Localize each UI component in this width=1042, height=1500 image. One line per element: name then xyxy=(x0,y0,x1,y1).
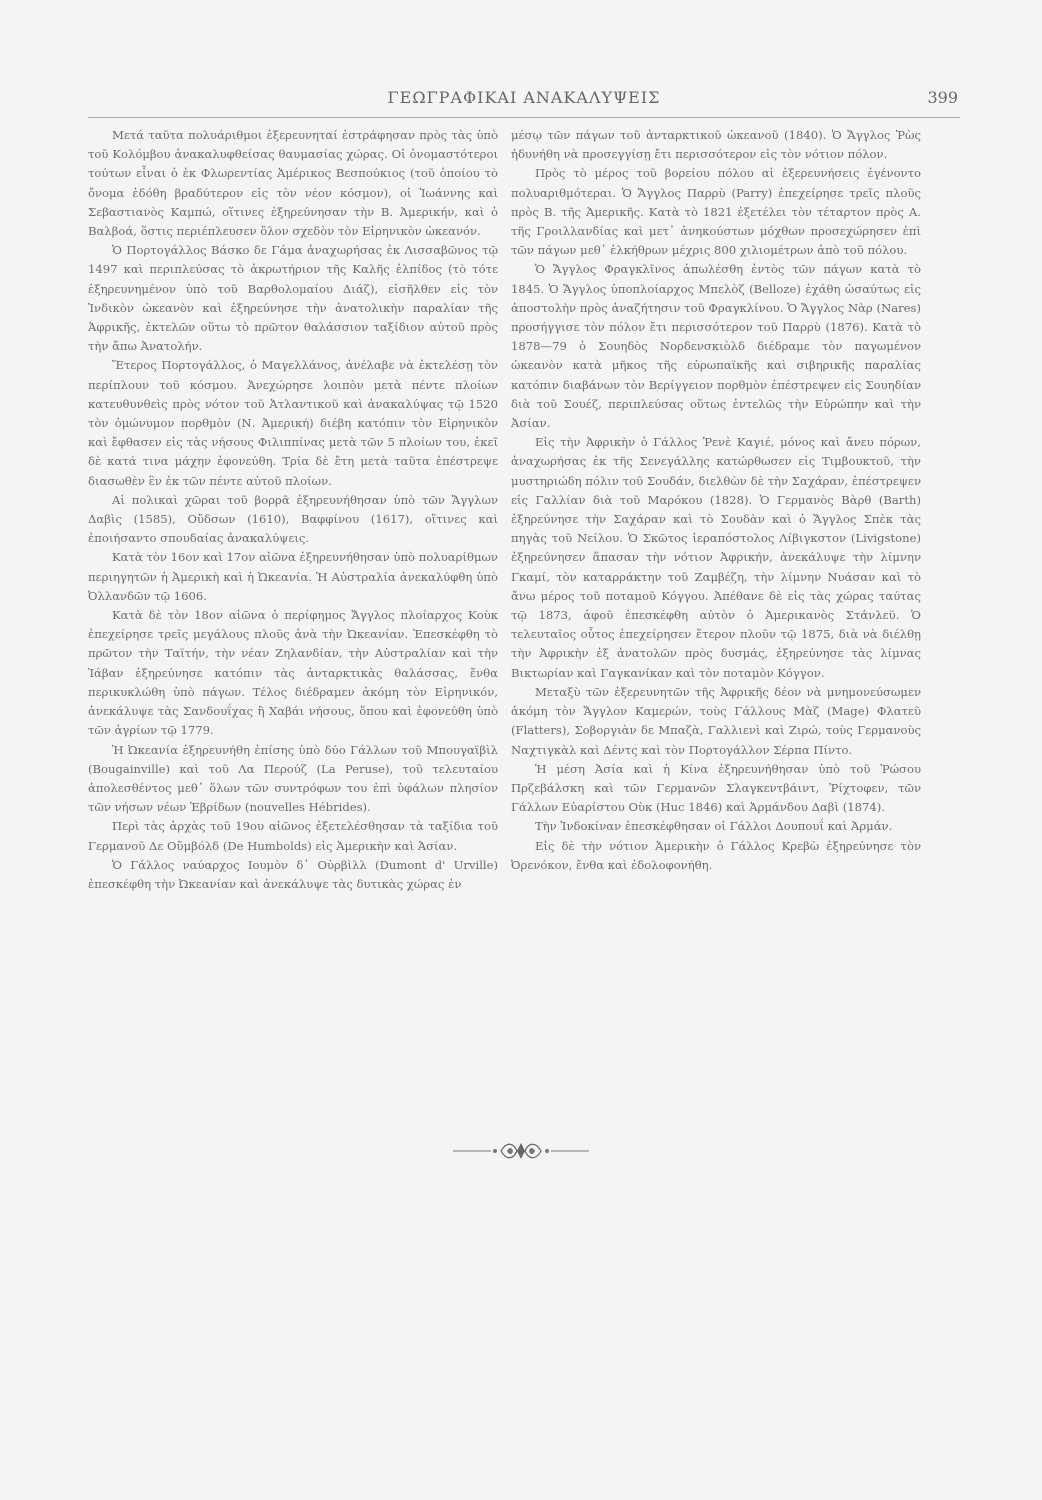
page-number: 399 xyxy=(927,88,958,107)
paragraph: Ὁ Γάλλος ναύαρχος Ιουμὸν δ᾽ Οὐρβὶλλ (Dumont d' Urville) ἐπεσκέφθη τὴν Ὠκεανίαν καὶ ἀνεκάλυψε τὰς δυτικὰς χώρας ἐν xyxy=(88,857,498,891)
paragraph: Μεταξὺ τῶν ἐξερευνητῶν τῆς Ἀφρικῆς δέον νὰ μνημονεύσωμεν ἀκόμη τὸν Ἄγγλον Καμερών, τοὺς Γάλλους Μὰζ (Mage) Φλατεῦ (Flatters), Σοβοργιὰν δε Μπαζὰ, Γαλλιενὶ καὶ Ζιρώ, τοὺς Γερμανοὺς Ναχτιγκὰλ καὶ Δέντς καὶ τὸν Πορτογάλλον Σέρπα Πίντο. xyxy=(511,684,921,757)
paragraph: Εἰς δὲ τὴν νότιον Ἀμερικὴν ὁ Γάλλος Κρεβὼ ἐξηρεύνησε τὸν Ὀρενόκον, ἔνθα καὶ ἐδολοφονήθη. xyxy=(511,838,921,872)
paragraph: μέσῳ τῶν πάγων τοῦ ἀνταρκτικοῦ ὠκεανοῦ (1840). Ὁ Ἄγγλος Ῥὼς ἠδυνήθη νὰ προσεγγίσῃ ἔτι περισσότερον εἰς τὸν νότιον πόλον. xyxy=(511,128,921,162)
paragraph: Ἡ μέση Ἀσία καὶ ἡ Κίνα ἐξηρευνήθησαν ὑπὸ τοῦ Ῥώσου Πρζεβάλσκη καὶ τῶν Γερμανῶν Σλαγκεντβάιντ, Ῥίχτοφεν, τῶν Γάλλων Εὐαρίστου Οὺκ (Huc 1846) καὶ Ἀρμάνδου Δαβὶ (1874). xyxy=(511,761,921,815)
paragraph: Κατὰ τὸν 16ον καὶ 17ον αἰῶνα ἐξηρευνήθησαν ὑπὸ πολυαρίθμων περιηγητῶν ἡ Ἀμερικὴ καὶ ἡ Ὠκεανία. Ἡ Αὐστραλία ἀνεκαλύφθη ὑπὸ Ὀλλανδῶν τῷ 1606. xyxy=(88,550,498,603)
paragraph: Ὁ Πορτογάλλος Βάσκο δε Γάμα ἀναχωρήσας ἐκ Λισσαβῶνος τῷ 1497 καὶ περιπλεύσας τὸ ἀκρωτήριον τῆς Καλῆς ἐλπίδος (τὸ τότε ἐξηρευνημένον ὑπὸ τοῦ Βαρθολομαίου Διάζ), εἰσῆλθεν εἰς τὸν Ἰνδικὸν ὠκεανὸν καὶ ἐξηρεύνησε τὴν ἀνατολικὴν παραλίαν τῆς Ἀφρικῆς, ἐκτελῶν οὕτω τὸ πρῶτον θαλάσσιον ταξίδιον αὐτοῦ πρὸς τὴν ἄπω Ἀνατολήν. xyxy=(88,243,498,354)
paragraph: Ἡ Ὠκεανία ἐξηρευνήθη ἐπίσης ὑπὸ δύο Γάλλων τοῦ Μπουγαϊβὶλ (Bougainville) καὶ τοῦ Λα Περούζ (La Peruse), τοῦ τελευταίου ἀπολεσθέντος μεθ᾽ ὅλων τῶν συντρόφων του ἐπὶ ὑφάλων πλησίον τῶν νήσων νέων Ἑβρίδων (nouvelles Hébrides). xyxy=(88,742,498,815)
left-column xyxy=(88,126,498,894)
paragraph: Πρὸς τὸ μέρος τοῦ βορείου πόλου αἱ ἐξερευνήσεις ἐγένοντο πολυαριθμότεραι. Ὁ Ἄγγλος Παρρὺ (Parry) ἐπεχείρησε τρεῖς πλοῦς πρὸς Β. τῆς Ἀμερικῆς. Κατὰ τὸ 1821 ἐξετέλει τὸν τέταρτον πρὸς Α. τῆς Γροιλλανδίας καὶ μετ᾽ ἀνηκούστων μόχθων προσεχώρησεν ἐπὶ τῶν πάγων μεθ᾽ ἑλκήθρων μέχρις 800 χιλιομέτρων ἀπὸ τοῦ πόλου. xyxy=(511,166,921,258)
paragraph: Κατὰ δὲ τὸν 18ον αἰῶνα ὁ περίφημος Ἄγγλος πλοίαρχος Κοὺκ ἐπεχείρησε τρεῖς μεγάλους πλοῦς ἀνὰ τὴν Ὠκεανίαν. Ἐπεσκέφθη τὸ πρῶτον τὴν Ταϊτήν, τὴν νέαν Ζηλανδίαν, τὴν Αὐστραλίαν καὶ τὴν Ἰάβαν ἐξηρεύνησε κατόπιν τὰς ἀνταρκτικὰς θαλάσσας, ἔνθα περικυκλώθη ὑπὸ πάγων. Τέλος διέδραμεν ἀκόμη τὸν Εἰρηνικόν, ἀνεκάλυψε τὰς Σανδουΐχας ἢ Χαβάι νήσους, ὅπου καὶ ἐφονεύθη ὑπὸ τῶν ἀγρίων τῷ 1779. xyxy=(88,608,498,738)
paragraph: Μετά ταῦτα πολυάριθμοι ἐξερευνηταί ἐστράφησαν πρὸς τὰς ὑπὸ τοῦ Κολόμβου ἀνακαλυφθείσας θαυμασίας χώρας. Οἱ ὀνομαστότεροι τούτων εἶναι ὁ ἐκ Φλωρεντίας Ἀμέρικος Βεσπούκιος (τοῦ ὁποίου τὸ ὄνομα ἐδόθη βραδύτερον εἰς τὸν νέον κόσμον), οἱ Ἰωάννης καὶ Σεβαστιανὸς Καμπώ, οἵτινες ἐξηρεύνησαν τὴν Β. Ἀμερικήν, καὶ ὁ Βαλβοά, ὅστις περιέπλευσεν ὅλον σχεδὸν τὸν Εἰρηνικὸν ὠκεανόν. xyxy=(88,128,498,239)
header-rule xyxy=(88,117,960,118)
paragraph: Τὴν Ἰνδοκίναν ἐπεσκέφθησαν οἱ Γάλλοι Δουπουΐ καὶ Ἀρμάν. xyxy=(535,819,893,834)
paragraph: Περὶ τὰς ἀρχὰς τοῦ 19ου αἰῶνος ἐξετελέσθησαν τὰ ταξίδια τοῦ Γερμανοῦ Δε Οὔμβόλδ (De Humbolds) εἰς Ἀμερικὴν καὶ Ἀσίαν. xyxy=(88,819,498,853)
decorative-ornament-icon xyxy=(451,1138,591,1164)
paragraph: Εἰς τὴν Ἀφρικὴν ὁ Γάλλος Ῥενὲ Καγιέ, μόνος καὶ ἄνευ πόρων, ἀναχωρήσας ἐκ τῆς Σενεγάλλης κατώρθωσεν εἰς Τιμβουκτοῦ, τὴν μυστηριώδη πόλιν τοῦ Σουδάν, διελθὼν δὲ τὴν Σαχάραν, ἐπέστρεψεν εἰς Γαλλίαν διὰ τοῦ Μαρόκου (1828). Ὁ Γερμανὸς Βὰρθ (Barth) ἐξηρεύνησε τὴν Σαχάραν καὶ τὸ Σουδὰν καὶ ὁ Ἄγγλος Σπὲκ τὰς πηγὰς τοῦ Νείλου. Ὁ Σκῶτος ἱεραπόστολος Λίβιγκστον (Livigstone) ἐξηρεύνησεν ἅπασαν τὴν νότιον Ἀφρικήν, ἀνεκάλυψε τὴν λίμνην Γκαμί, τὸν καταρράκτην τοῦ Ζαμβέζη, τὴν λίμνην Νυάσαν καὶ τὸ ἄνω μέρος τοῦ ποταμοῦ Κόγγου. Ἀπέθανε δὲ εἰς τὰς χώρας ταύτας τῷ 1873, ἀφοῦ ἐπεσκέφθη αὐτὸν ὁ Ἀμερικανὸς Στάνλεϋ. Ὁ τελευταῖος οὗτος ἐπεχείρησεν ἕτερον πλοῦν τῷ 1875, διὰ νὰ διέλθῃ τὴν Ἀφρικὴν ἐξ ἀνατολῶν πρὸς δυσμάς, ἐξηρεύνησε τὰς λίμνας Βικτωρίαν καὶ Γαγκανίκαν καὶ τὸν ποταμὸν Κόγγον. xyxy=(511,435,921,680)
page-header xyxy=(88,88,960,118)
running-title: ΓΕΩΓΡΑΦΙΚΑΙ ΑΝΑΚΑΛΥΨΕΙΣ xyxy=(387,88,661,107)
paragraph: Αἱ πολικαὶ χῶραι τοῦ βορρᾶ ἐξηρευνήθησαν ὑπὸ τῶν Ἄγγλων Δαβὶς (1585), Οὔδσων (1610), Βαφφίνου (1617), οἵτινες καὶ ἐποιήσαντο σπουδαίας ἀνακαλύψεις. xyxy=(88,492,498,546)
right-column xyxy=(511,126,921,875)
paragraph: Ὁ Ἄγγλος Φραγκλῖνος ἀπωλέσθη ἐντὸς τῶν πάγων κατὰ τὸ 1845. Ὁ Ἄγγλος ὑποπλοίαρχος Μπελὸζ (Belloze) ἐχάθη ὡσαύτως εἰς ἀποστολὴν πρὸς ἀναζήτησιν τοῦ Φραγκλίνου. Ὁ Ἄγγλος Νὰρ (Nares) προσήγγισε τὸν πόλον ἔτι περισσότερον τοῦ Παρρὺ (1876). Κατὰ τὸ 1878—79 ὁ Σουηδὸς Νορδενσκιὸλδ διέδραμε τὸν παγωμένον ὠκεανὸν κατὰ μῆκος τῆς εὐρωπαϊκῆς καὶ σιβηρικῆς παραλίας κατόπιν διαβάνων τὸν Βερίγγειον πορθμὸν ἐπέστρεψεν εἰς Σουηδίαν διὰ τοῦ Σουέζ, περιπλεύσας οὕτως ἐντελῶς τὴν Εὐρώπην καὶ τὴν Ἀσίαν. xyxy=(511,262,921,431)
paragraph: Ἕτερος Πορτογάλλος, ὁ Μαγελλάνος, ἀνέλαβε νὰ ἐκτελέσῃ τὸν περίπλουν τοῦ κόσμου. Ἀνεχώρησε λοιπὸν μετὰ πέντε πλοίων κατευθυνθεὶς πρὸς νότον τοῦ Ἀτλαντικοῦ καὶ ἀνακαλύψας τῷ 1520 τὸν ὁμώνυμον πορθμὸν (Ν. Ἀμερική) διέβη κατόπιν τὸν Εἰρηνικὸν καὶ ἔφθασεν εἰς τὰς νήσους Φιλιππίνας μετὰ τῶν 5 πλοίων του, ἐκεῖ δὲ κατά τινα μάχην ἐφονεύθη. Τρία δὲ ἔτη μετὰ ταῦτα ἐπέστρεψε διασωθὲν ἓν ἐκ τῶν πέντε αὐτοῦ πλοίων. xyxy=(88,358,498,488)
